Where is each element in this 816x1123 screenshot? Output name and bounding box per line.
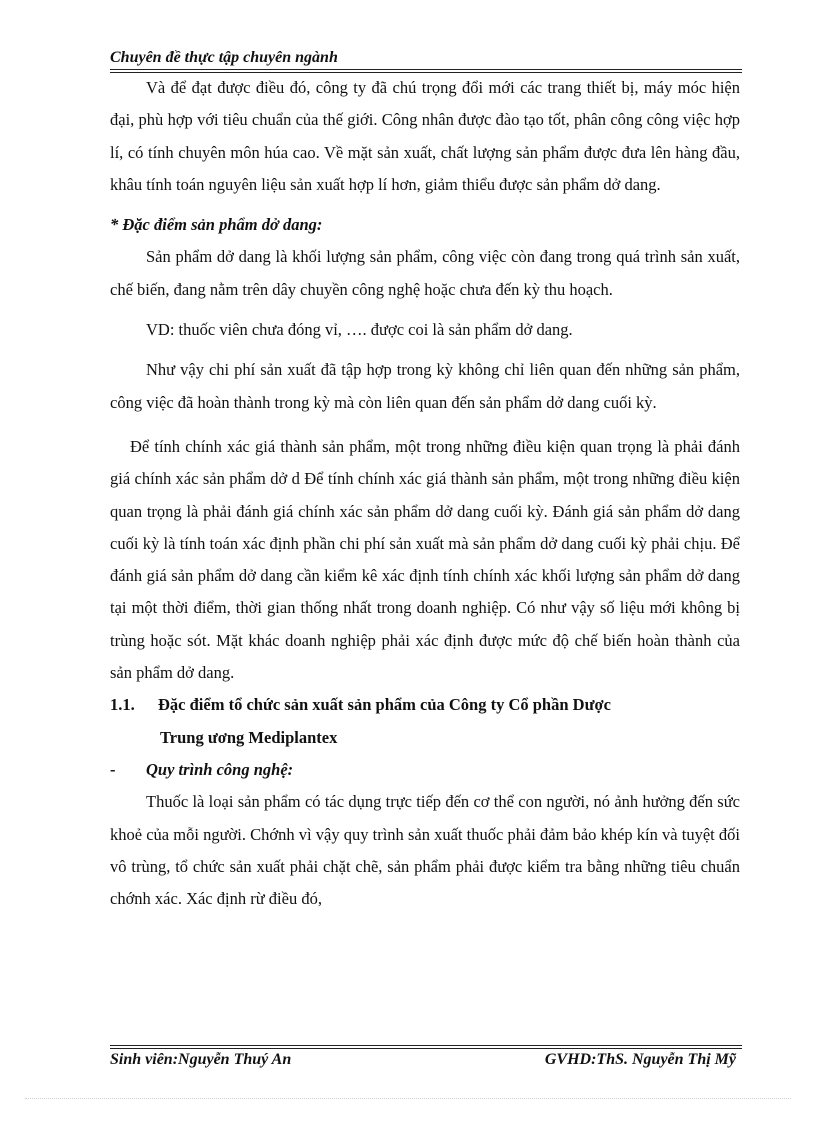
footer-rule-top xyxy=(110,1045,742,1046)
section-number: 1.1. xyxy=(110,695,135,715)
bullet-dash: - xyxy=(110,759,116,779)
section-heading xyxy=(110,689,740,721)
page-edge-dotted-line xyxy=(25,1098,791,1099)
section-title-line-1: Đặc điểm tổ chức sản xuất sản phẩm của Công ty Cổ phần Dược xyxy=(158,695,611,715)
bullet-item xyxy=(110,754,740,786)
footer-rule-bottom xyxy=(110,1048,742,1049)
paragraph-3: VD: thuốc viên chưa đóng vỉ, …. được coi là sản phẩm dở dang. xyxy=(146,320,573,340)
header-rule-top xyxy=(110,69,742,70)
subheading-wip-characteristics: * Đặc điểm sản phẩm dở dang: xyxy=(110,215,323,235)
paragraph-2: Sản phẩm dở dang là khối lượng sản phẩm, công việc còn đang trong quá trình sản xuất, chế biến, đang nằm trên dây chuyền công nghệ hoặc chưa đến kỳ thu hoạch. xyxy=(110,247,740,299)
paragraph-4: Như vậy chi phí sản xuất đã tập hợp trong kỳ không chỉ liên quan đến những sản phẩm, công việc đã hoàn thành trong kỳ mà còn liên quan đến sản phẩm dở dang cuối kỳ. xyxy=(110,360,740,412)
paragraph-6: Thuốc là loại sản phẩm có tác dụng trực tiếp đến cơ thể con người, nó ảnh hưởng đến sức khoẻ của mỗi người. Chớnh vì vậy quy trình sản xuất thuốc phải đảm bảo khép kín và tuyệt đối vô trùng, tổ chức sản xuất phải chặt chẽ, sản phẩm phải được kiểm tra bằng những tiêu chuẩn chớnh xác. Xác định rừ điều đó, xyxy=(110,792,740,909)
section-title-line-2: Trung ương Mediplantex xyxy=(160,727,338,747)
page-header-title: Chuyên đề thực tập chuyên ngành xyxy=(110,49,338,66)
paragraph-5: Để tính chính xác giá thành sản phẩm, một trong những điều kiện quan trọng là phải đánh giá chính xác sản phẩm dở d Để tính chính xác giá thành sản phẩm, một trong những điều kiện quan trọng là phải đánh giá chính xác sản phẩm dở dang cuối kỳ. Đánh giá sản phẩm dở dang cuối kỳ là tính toán xác định phần chi phí sản xuất mà sản phẩm dở dang cuối kỳ phải chịu. Để đánh giá sản phẩm dở dang cần kiểm kê xác định tính chính xác khối lượng sản phẩm dở dang tại một thời điểm, thời gian thống nhất trong doanh nghiệp. Có như vậy số liệu mới không bị trùng hoặc sót. Mặt khác doanh nghiệp phải xác định được mức độ chế biến hoàn thành của sản phẩm dở dang. xyxy=(110,436,740,683)
footer-supervisor: GVHD:ThS. Nguyễn Thị Mỹ xyxy=(544,1051,736,1068)
paragraph-1: Và để đạt được điều đó, công ty đã chú trọng đổi mới các trang thiết bị, máy móc hiện đại, phù hợp với tiêu chuẩn của thế giới. Công nhân được đào tạo tốt, phân công công việc hợp lí, có tính chuyên môn húa cao. Về mặt sản xuất, chất lượng sản phẩm được đưa lên hàng đầu, khâu tính toán nguyên liệu sản xuất hợp lí hơn, giảm thiểu được sản phẩm dở dang. xyxy=(110,78,740,194)
bullet-text: Quy trình công nghệ: xyxy=(146,759,294,779)
body-text xyxy=(110,72,740,915)
footer-student: Sinh viên:Nguyễn Thuý An xyxy=(110,1051,292,1068)
